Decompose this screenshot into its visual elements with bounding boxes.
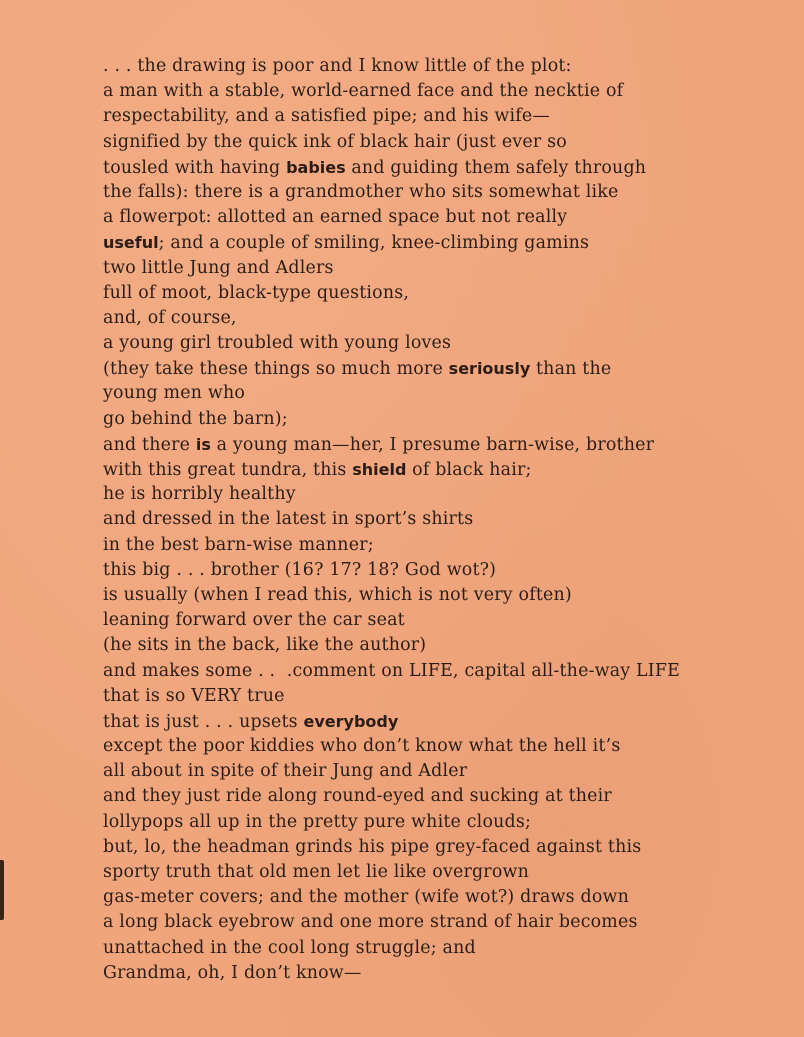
poem-segment: (he sits in the back, like the author) bbox=[103, 635, 427, 656]
poem-line bbox=[103, 256, 680, 281]
poem-line bbox=[103, 407, 680, 432]
poem-line bbox=[103, 281, 680, 306]
poem-line bbox=[103, 306, 680, 331]
poem-line bbox=[103, 432, 680, 457]
poem-line bbox=[103, 885, 680, 910]
poem-line bbox=[103, 79, 680, 104]
poem-segment: that is so VERY true bbox=[103, 685, 285, 706]
poem-emphasis: everybody bbox=[303, 711, 399, 731]
poem-line bbox=[103, 684, 680, 709]
poem-segment: of black hair; bbox=[406, 460, 532, 480]
poem-line bbox=[103, 457, 680, 482]
poem-segment: a young girl troubled with young loves bbox=[103, 333, 452, 354]
poem-segment: Grandma, oh, I don’t know— bbox=[103, 962, 362, 983]
poem-segment: a flowerpot: allotted an earned space but not really bbox=[103, 207, 568, 228]
poem-line bbox=[103, 633, 680, 658]
poem-line bbox=[103, 810, 680, 835]
poem-line bbox=[103, 759, 680, 784]
poem-segment: respectability, and a satisfied pipe; and his wife— bbox=[103, 106, 550, 127]
poem-line bbox=[103, 784, 680, 809]
poem-segment: than the bbox=[530, 359, 612, 380]
poem-line bbox=[103, 608, 680, 633]
poem-segment: lollypops all up in the pretty pure white clouds; bbox=[103, 811, 532, 832]
poem-segment: all about in spite of their Jung and Adler bbox=[103, 761, 468, 782]
poem-line bbox=[103, 734, 680, 759]
poem-segment: is usually (when I read this, which is not very often) bbox=[103, 584, 572, 605]
poem-line bbox=[103, 54, 680, 79]
poem-segment: two little Jung and Adlers bbox=[103, 257, 334, 278]
poem-line bbox=[103, 180, 680, 205]
poem-segment: unattached in the cool long struggle; and bbox=[103, 937, 476, 958]
poem-line bbox=[103, 961, 680, 986]
poem-line bbox=[103, 936, 680, 961]
poem-line bbox=[103, 910, 680, 935]
poem-segment: and makes some . . .comment on LIFE, capital all-the-way LIFE bbox=[103, 660, 681, 681]
poem-segment: sporty truth that old men let lie like overgrown bbox=[103, 862, 529, 882]
poem-line bbox=[103, 583, 680, 608]
poem-segment: full of moot, black-type questions, bbox=[103, 282, 410, 303]
poem-line bbox=[103, 155, 680, 180]
poem-line bbox=[103, 130, 680, 155]
poem-text bbox=[103, 54, 680, 986]
poem-segment: and they just ride along round-eyed and sucking at their bbox=[103, 786, 612, 807]
poem-line bbox=[103, 381, 680, 406]
poem-segment: ; and a couple of smiling, knee-climbing gamins bbox=[158, 233, 590, 254]
poem-segment: and, of course, bbox=[103, 307, 237, 328]
poem-segment: but, lo, the headman grinds his pipe grey-faced against this bbox=[103, 836, 642, 857]
poem-segment: signified by the quick ink of black hair (just ever so bbox=[103, 131, 567, 152]
poem-emphasis: useful bbox=[103, 233, 159, 253]
poem-line bbox=[103, 533, 680, 558]
poem-line bbox=[103, 709, 680, 734]
poem-segment: a long black eyebrow and one more strand of hair becomes bbox=[103, 912, 638, 933]
poem-segment: this big . . . brother (16? 17? 18? God wot?) bbox=[103, 559, 497, 580]
poem-line bbox=[103, 659, 680, 684]
poem-emphasis: is bbox=[195, 434, 211, 454]
poem-segment: tousled with having bbox=[103, 157, 287, 178]
page-edge-mark bbox=[0, 860, 4, 920]
poem-line bbox=[103, 356, 680, 381]
poem-line bbox=[103, 507, 680, 532]
poem-segment: (they take these things so much more bbox=[103, 359, 449, 380]
poem-line bbox=[103, 482, 680, 507]
poem-segment: gas-meter covers; and the mother (wife wot?) draws down bbox=[103, 887, 629, 908]
poem-segment: except the poor kiddies who don’t know what the hell it’s bbox=[103, 736, 621, 757]
poem-segment: a man with a stable, world-earned face and the necktie of bbox=[103, 81, 624, 102]
poem-segment: that is just . . . upsets bbox=[103, 711, 304, 732]
poem-line bbox=[103, 860, 680, 885]
poem-segment: he is horribly healthy bbox=[103, 484, 296, 505]
poem-segment: leaning forward over the car seat bbox=[103, 610, 405, 631]
poem-segment: go behind the barn); bbox=[103, 408, 288, 429]
poem-line bbox=[103, 230, 680, 255]
poem-segment: young men who bbox=[103, 383, 246, 404]
poem-emphasis: babies bbox=[286, 157, 346, 177]
poem-segment: and there bbox=[103, 434, 196, 455]
poem-segment: the falls): there is a grandmother who sits somewhat like bbox=[103, 181, 619, 202]
poem-segment: in the best barn-wise manner; bbox=[103, 534, 374, 555]
poem-line bbox=[103, 835, 680, 860]
poem-segment: and guiding them safely through bbox=[345, 157, 647, 178]
poem-emphasis: seriously bbox=[448, 359, 531, 379]
poem-line bbox=[103, 331, 680, 356]
poem-segment: and dressed in the latest in sport’s shirts bbox=[103, 509, 474, 530]
poem-line bbox=[103, 104, 680, 129]
poem-line bbox=[103, 205, 680, 230]
poem-emphasis: shield bbox=[352, 460, 407, 479]
poem-segment: . . . the drawing is poor and I know little of the plot: bbox=[103, 56, 572, 76]
poem-line bbox=[103, 558, 680, 583]
poem-segment: a young man—her, I presume barn-wise, brother bbox=[210, 434, 655, 455]
poem-segment: with this great tundra, this bbox=[103, 460, 353, 480]
